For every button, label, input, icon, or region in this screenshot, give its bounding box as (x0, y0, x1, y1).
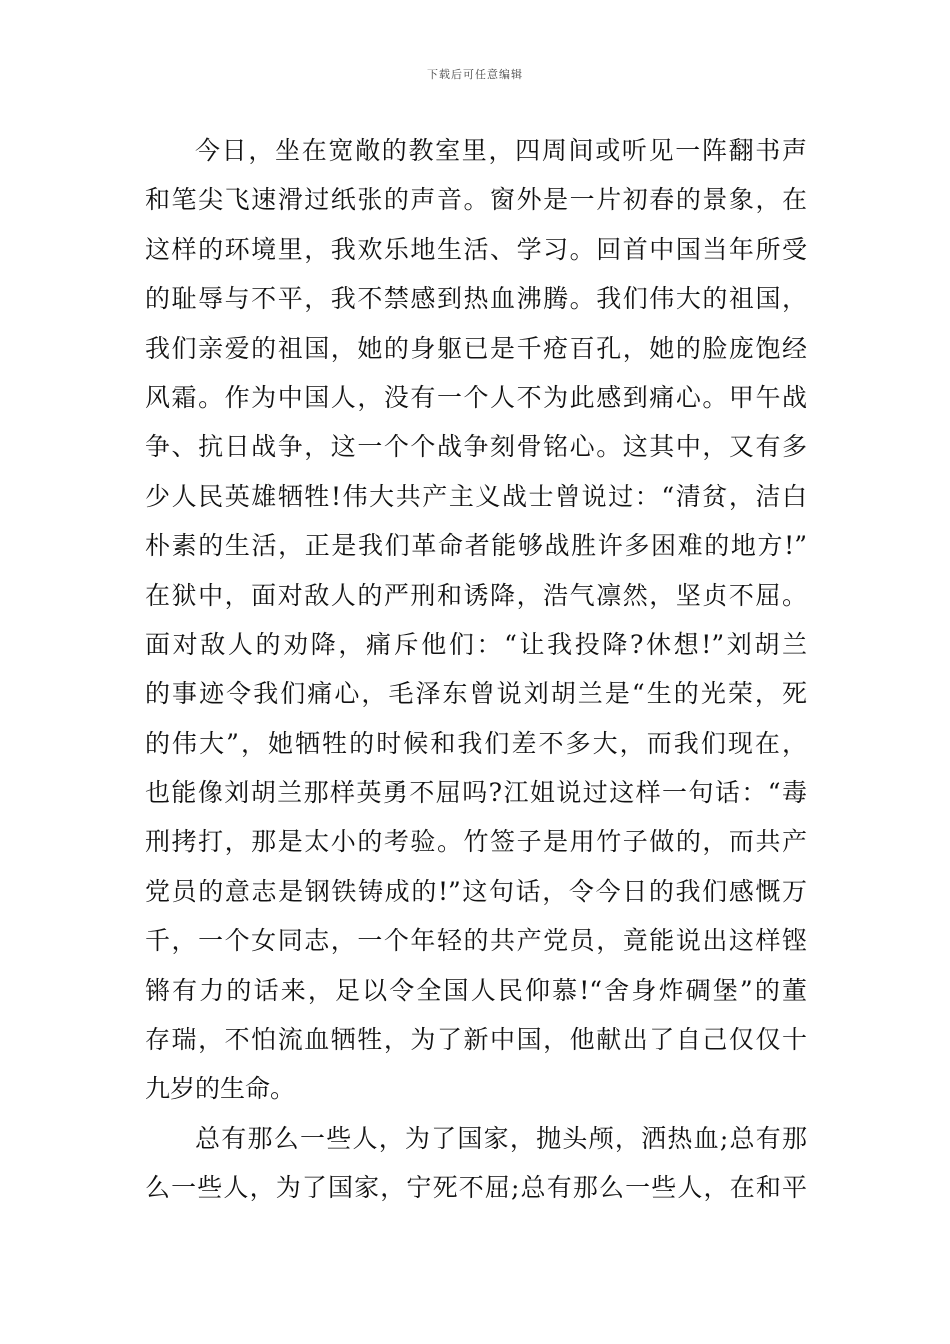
text-line: 面对敌人的劝降，痛斥他们：“让我投降?休想!”刘胡兰 (145, 629, 807, 659)
text-line: 和笔尖飞速滑过纸张的声音。窗外是一片初春的景象，在 (145, 185, 807, 215)
text-line: 在狱中，面对敌人的严刑和诱降，浩气凛然，坚贞不屈。 (145, 580, 807, 610)
text-line: 的事迹令我们痛心，毛泽东曾说刘胡兰是“生的光荣，死 (145, 679, 807, 709)
text-line: 这样的环境里，我欢乐地生活、学习。回首中国当年所受 (145, 234, 807, 264)
text-line: 风霜。作为中国人，没有一个人不为此感到痛心。甲午战 (145, 382, 807, 412)
text-line: 我们亲爱的祖国，她的身躯已是千疮百孔，她的脸庞饱经 (145, 333, 807, 363)
text-line: 党员的意志是钢铁铸成的!”这句话，令今日的我们感慨万 (145, 876, 807, 906)
text-line: 锵有力的话来，足以令全国人民仰慕!“舍身炸碉堡”的董 (145, 975, 807, 1005)
text-line: 少人民英雄牺牲!伟大共产主义战士曾说过：“清贫，洁白 (145, 481, 807, 511)
text-line: 的伟大”，她牺牲的时候和我们差不多大，而我们现在， (145, 728, 807, 758)
text-line: 争、抗日战争，这一个个战争刻骨铭心。这其中，又有多 (145, 432, 807, 462)
text-line: 朴素的生活，正是我们革命者能够战胜许多困难的地方!” (145, 531, 807, 561)
text-line: 么一些人，为了国家，宁死不屈;总有那么一些人，在和平 (145, 1173, 807, 1203)
header-note: 下载后可任意编辑 (427, 68, 523, 81)
text-line: 今日，坐在宽敞的教室里，四周间或听见一阵翻书声 (195, 136, 807, 165)
text-line: 总有那么一些人，为了国家，抛头颅，洒热血;总有那 (195, 1123, 807, 1153)
body-text (145, 126, 807, 1213)
text-line: 刑拷打，那是太小的考验。竹签子是用竹子做的，而共产 (145, 827, 807, 857)
text-line: 也能像刘胡兰那样英勇不屈吗?江姐说过这样一句话：“毒 (145, 778, 807, 808)
text-line: 存瑞，不怕流血牺牲，为了新中国，他献出了自己仅仅十 (145, 1025, 807, 1055)
text-line: 千，一个女同志，一个年轻的共产党员，竟能说出这样铿 (145, 926, 807, 956)
text-line: 的耻辱与不平，我不禁感到热血沸腾。我们伟大的祖国， (145, 284, 807, 314)
text-line: 九岁的生命。 (145, 1074, 296, 1104)
